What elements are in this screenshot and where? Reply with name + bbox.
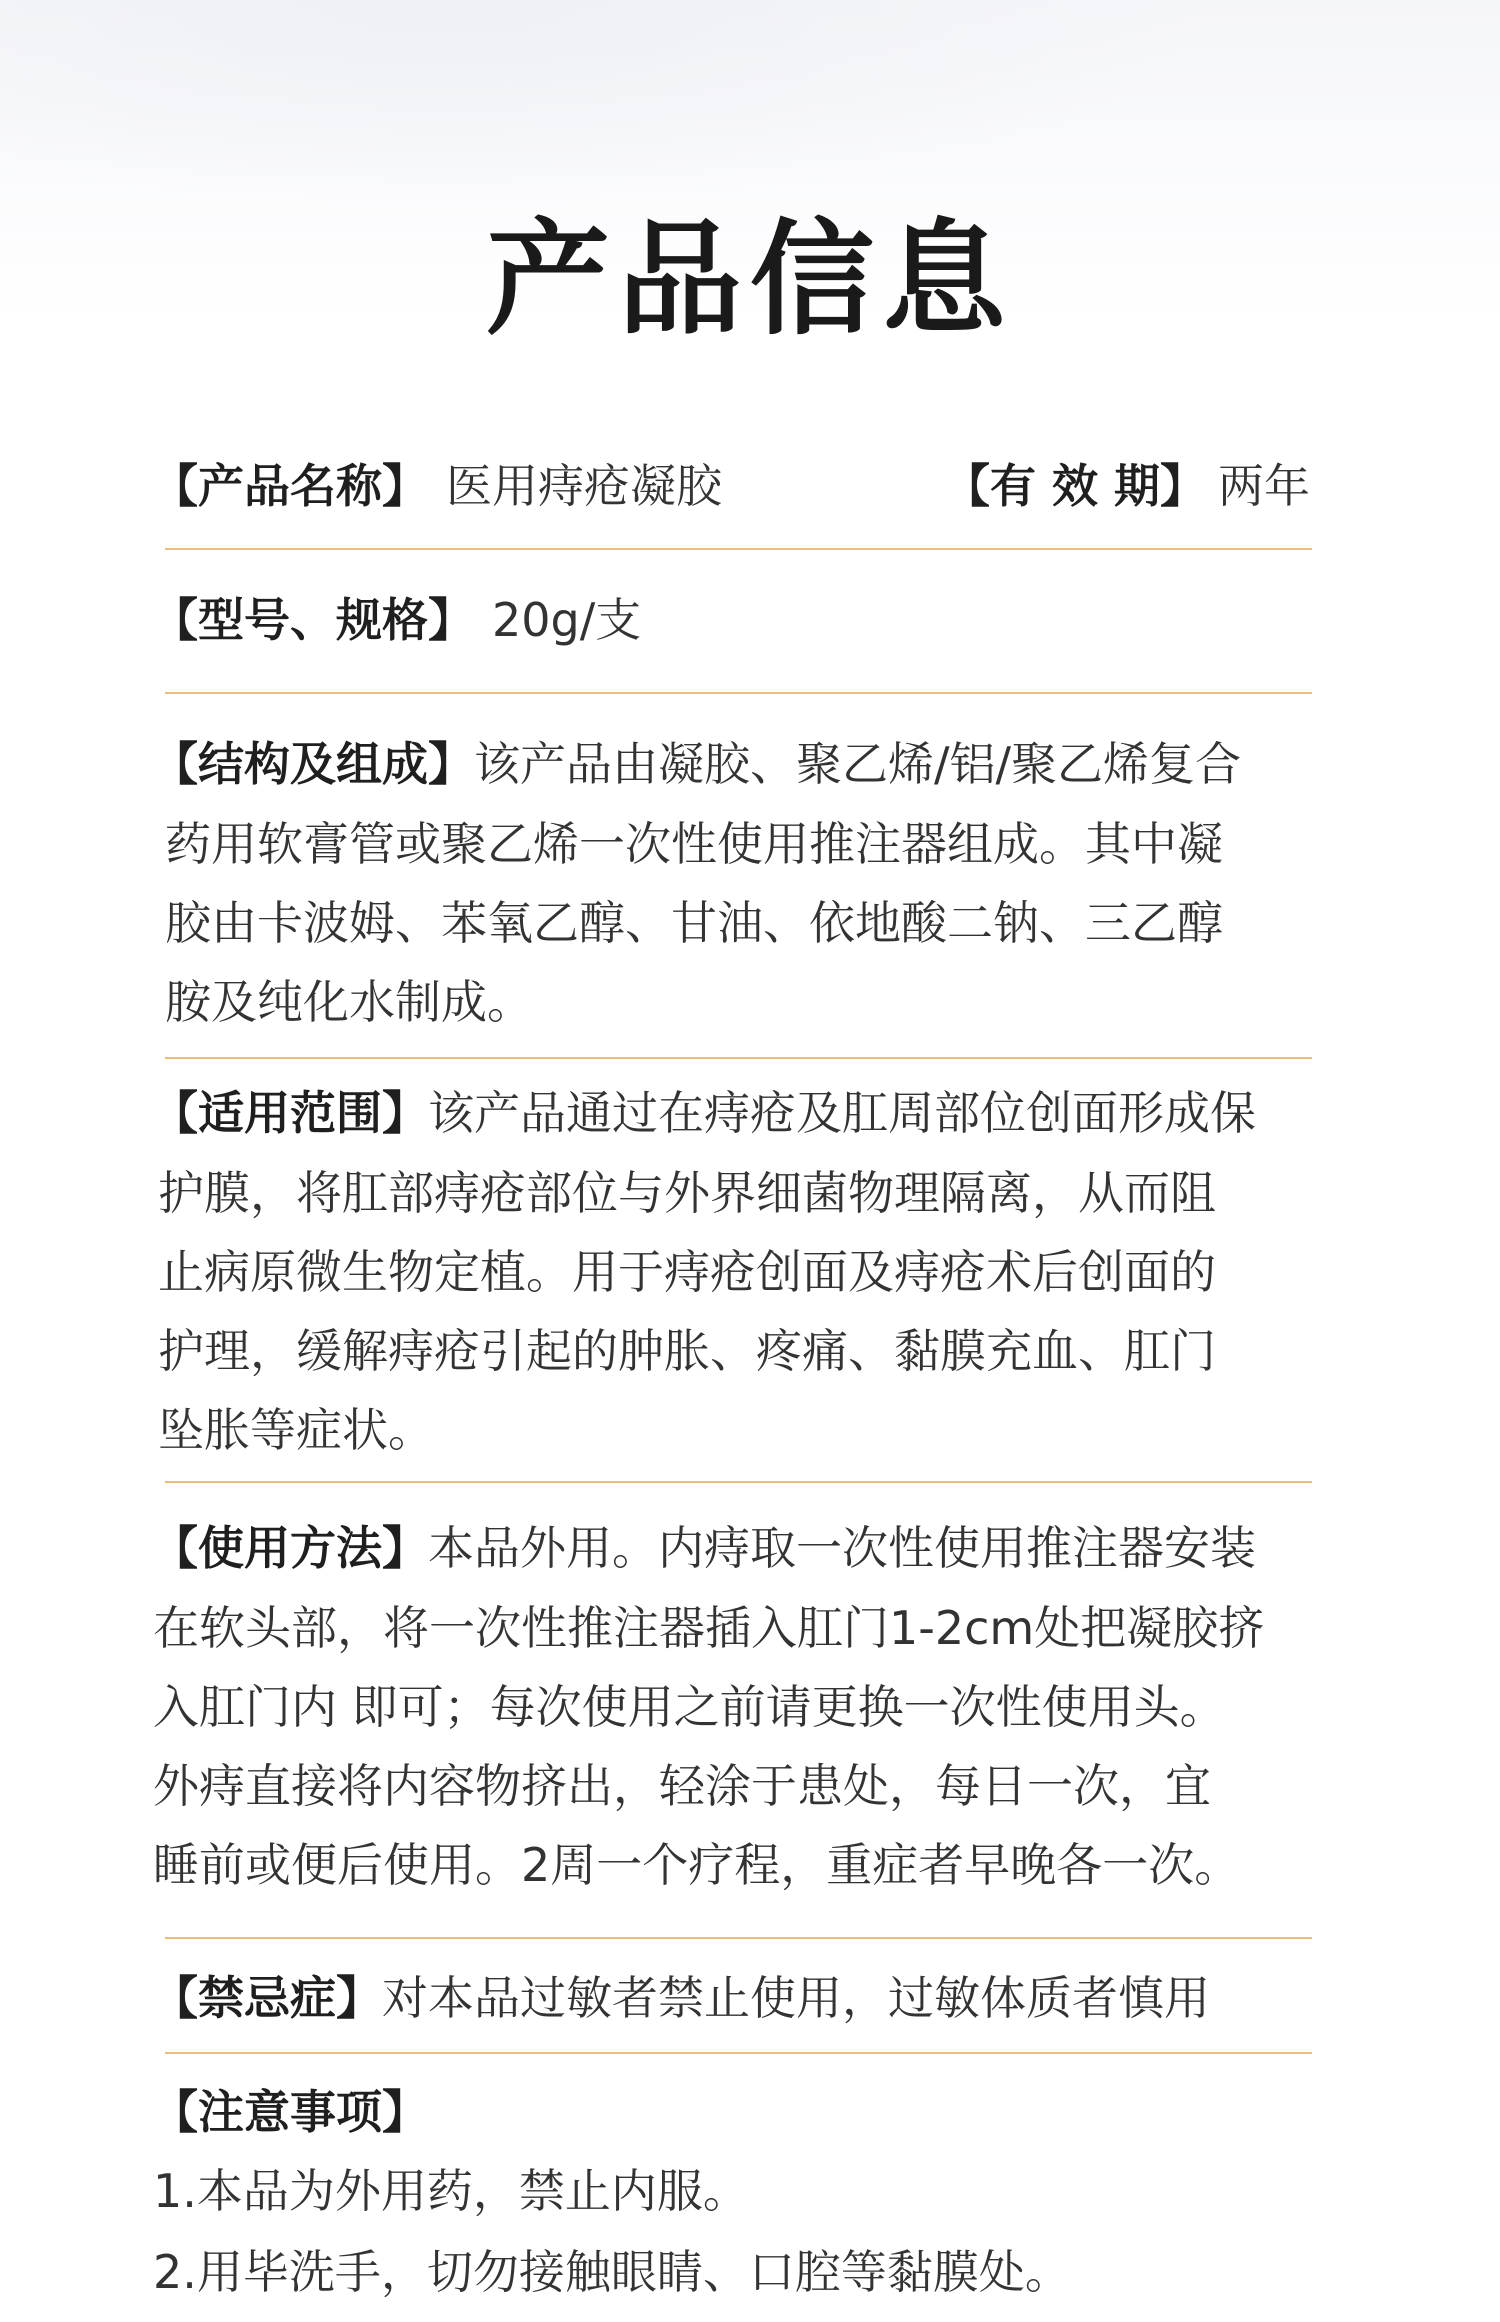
structure-line: 该产品由凝胶、聚乙烯/铝/聚乙烯复合 bbox=[474, 737, 1241, 791]
structure-line: 胶由卡波姆、苯氧乙醇、甘油、依地酸二钠、三乙醇 bbox=[165, 896, 1223, 950]
scope-line: 护理，缓解痔疮引起的肿胀、疼痛、黏膜充血、肛门 bbox=[158, 1324, 1216, 1378]
divider bbox=[165, 1481, 1312, 1483]
page-title: 产品信息 bbox=[485, 208, 1014, 352]
structure-line: 药用软膏管或聚乙烯一次性使用推注器组成。其中凝 bbox=[165, 817, 1223, 871]
contraindication-row bbox=[152, 1958, 1352, 2038]
validity-row bbox=[944, 446, 1344, 526]
contraindication-value: 对本品过敏者禁止使用，过敏体质者慎用 bbox=[382, 1971, 1210, 2025]
notes-item: 1.本品为外用药，禁止内服。 bbox=[153, 2164, 749, 2218]
divider bbox=[165, 692, 1312, 694]
usage-row bbox=[152, 1508, 1352, 1588]
structure-row bbox=[152, 724, 1352, 804]
usage-line: 本品外用。内痔取一次性使用推注器安装 bbox=[428, 1521, 1256, 1575]
usage-line: 入肛门内 即可；每次使用之前请更换一次性使用头。 bbox=[153, 1680, 1226, 1734]
usage-line: 在软头部，将一次性推注器插入肛门1-2cm处把凝胶挤 bbox=[153, 1601, 1265, 1655]
scope-label: 【适用范围】 bbox=[152, 1086, 428, 1140]
notes-item: 2.用毕洗手，切勿接触眼睛、口腔等黏膜处。 bbox=[153, 2245, 1071, 2299]
structure-label: 【结构及组成】 bbox=[152, 737, 474, 791]
scope-line: 该产品通过在痔疮及肛周部位创面形成保 bbox=[428, 1086, 1256, 1140]
validity-value: 两年 bbox=[1218, 459, 1311, 513]
scope-line: 止病原微生物定植。用于痔疮创面及痔疮术后创面的 bbox=[158, 1245, 1216, 1299]
contraindication-label: 【禁忌症】 bbox=[152, 1971, 382, 2025]
usage-line: 睡前或便后使用。2周一个疗程，重症者早晚各一次。 bbox=[153, 1838, 1241, 1892]
scope-line: 坠胀等症状。 bbox=[158, 1403, 434, 1457]
divider bbox=[165, 548, 1312, 550]
scope-row bbox=[152, 1073, 1352, 1153]
usage-label: 【使用方法】 bbox=[152, 1521, 428, 1575]
structure-line: 胺及纯化水制成。 bbox=[165, 975, 533, 1029]
validity-label: 【有 效 期】 bbox=[944, 459, 1207, 513]
scope-line: 护膜，将肛部痔疮部位与外界细菌物理隔离，从而阻 bbox=[158, 1166, 1216, 1220]
product-name-value: 医用痔疮凝胶 bbox=[446, 459, 722, 513]
model-row bbox=[152, 580, 1352, 660]
divider bbox=[165, 1057, 1312, 1059]
divider bbox=[165, 2052, 1312, 2054]
divider bbox=[165, 1937, 1312, 1939]
product-name-label: 【产品名称】 bbox=[152, 459, 428, 513]
model-label: 【型号、规格】 bbox=[152, 593, 474, 647]
notes-row bbox=[152, 2072, 1352, 2152]
notes-label: 【注意事项】 bbox=[152, 2085, 428, 2139]
usage-line: 外痔直接将内容物挤出，轻涂于患处，每日一次，宜 bbox=[153, 1759, 1211, 1813]
model-value: 20g/支 bbox=[492, 593, 642, 647]
